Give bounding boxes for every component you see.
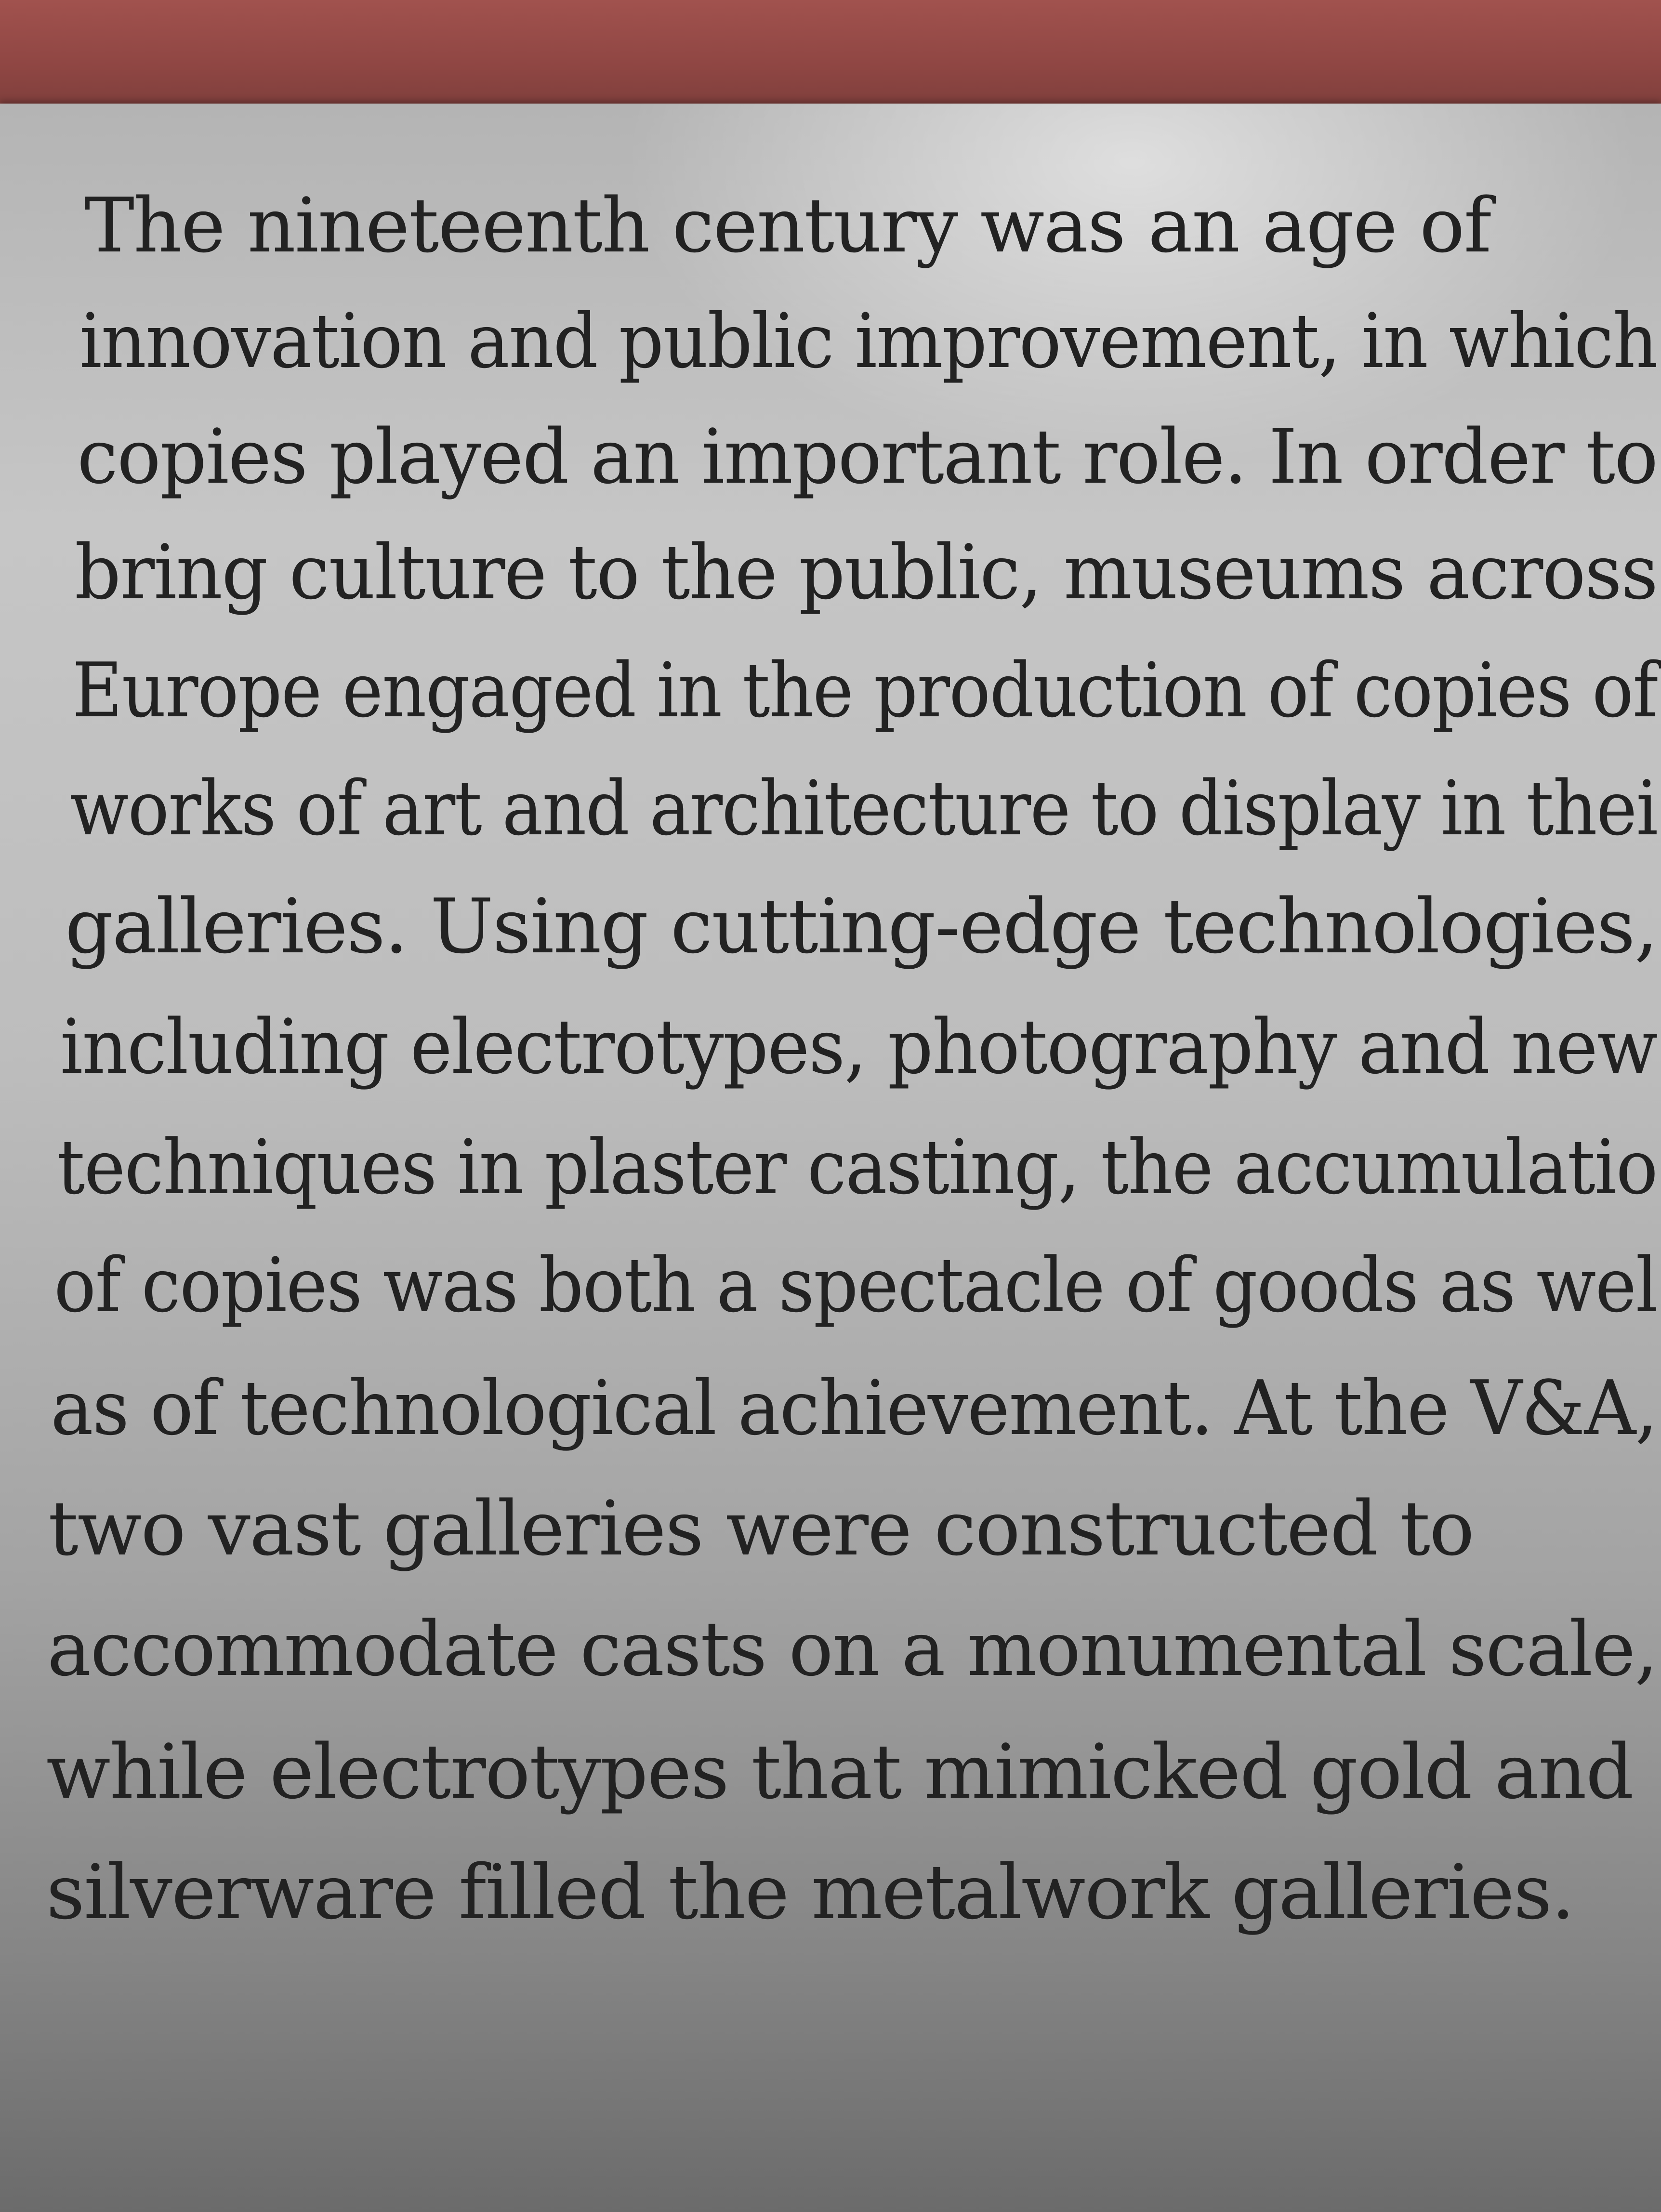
panel-line: while electrotypes that mimicked gold and <box>46 1728 1633 1816</box>
panel-line: galleries. Using cutting-edge technologies, <box>65 882 1658 970</box>
panel-line: two vast galleries were constructed to <box>48 1485 1474 1572</box>
panel-line: bring culture to the public, museums across <box>75 528 1658 616</box>
panel-line: of copies was both a spectacle of goods as wel <box>54 1241 1657 1329</box>
panel-line: silverware filled the metalwork galleries. <box>46 1848 1574 1936</box>
panel-line: copies played an important role. In order to <box>77 413 1658 500</box>
museum-text-panel <box>0 104 1661 2212</box>
panel-line: including electrotypes, photography and new <box>60 1003 1657 1091</box>
panel-line: as of technological achievement. At the V&A, <box>51 1364 1657 1452</box>
red-wall-background <box>0 0 1661 110</box>
panel-line: Europe engaged in the production of copies of <box>72 646 1658 734</box>
panel-line: innovation and public improvement, in which <box>79 297 1658 385</box>
panel-line: accommodate casts on a monumental scale, <box>47 1605 1658 1693</box>
panel-line: The nineteenth century was an age of <box>84 182 1491 269</box>
panel-paragraph <box>0 104 1661 2212</box>
panel-line: techniques in plaster casting, the accumulatio <box>57 1123 1658 1211</box>
panel-line: works of art and architecture to display in thei <box>70 764 1658 852</box>
